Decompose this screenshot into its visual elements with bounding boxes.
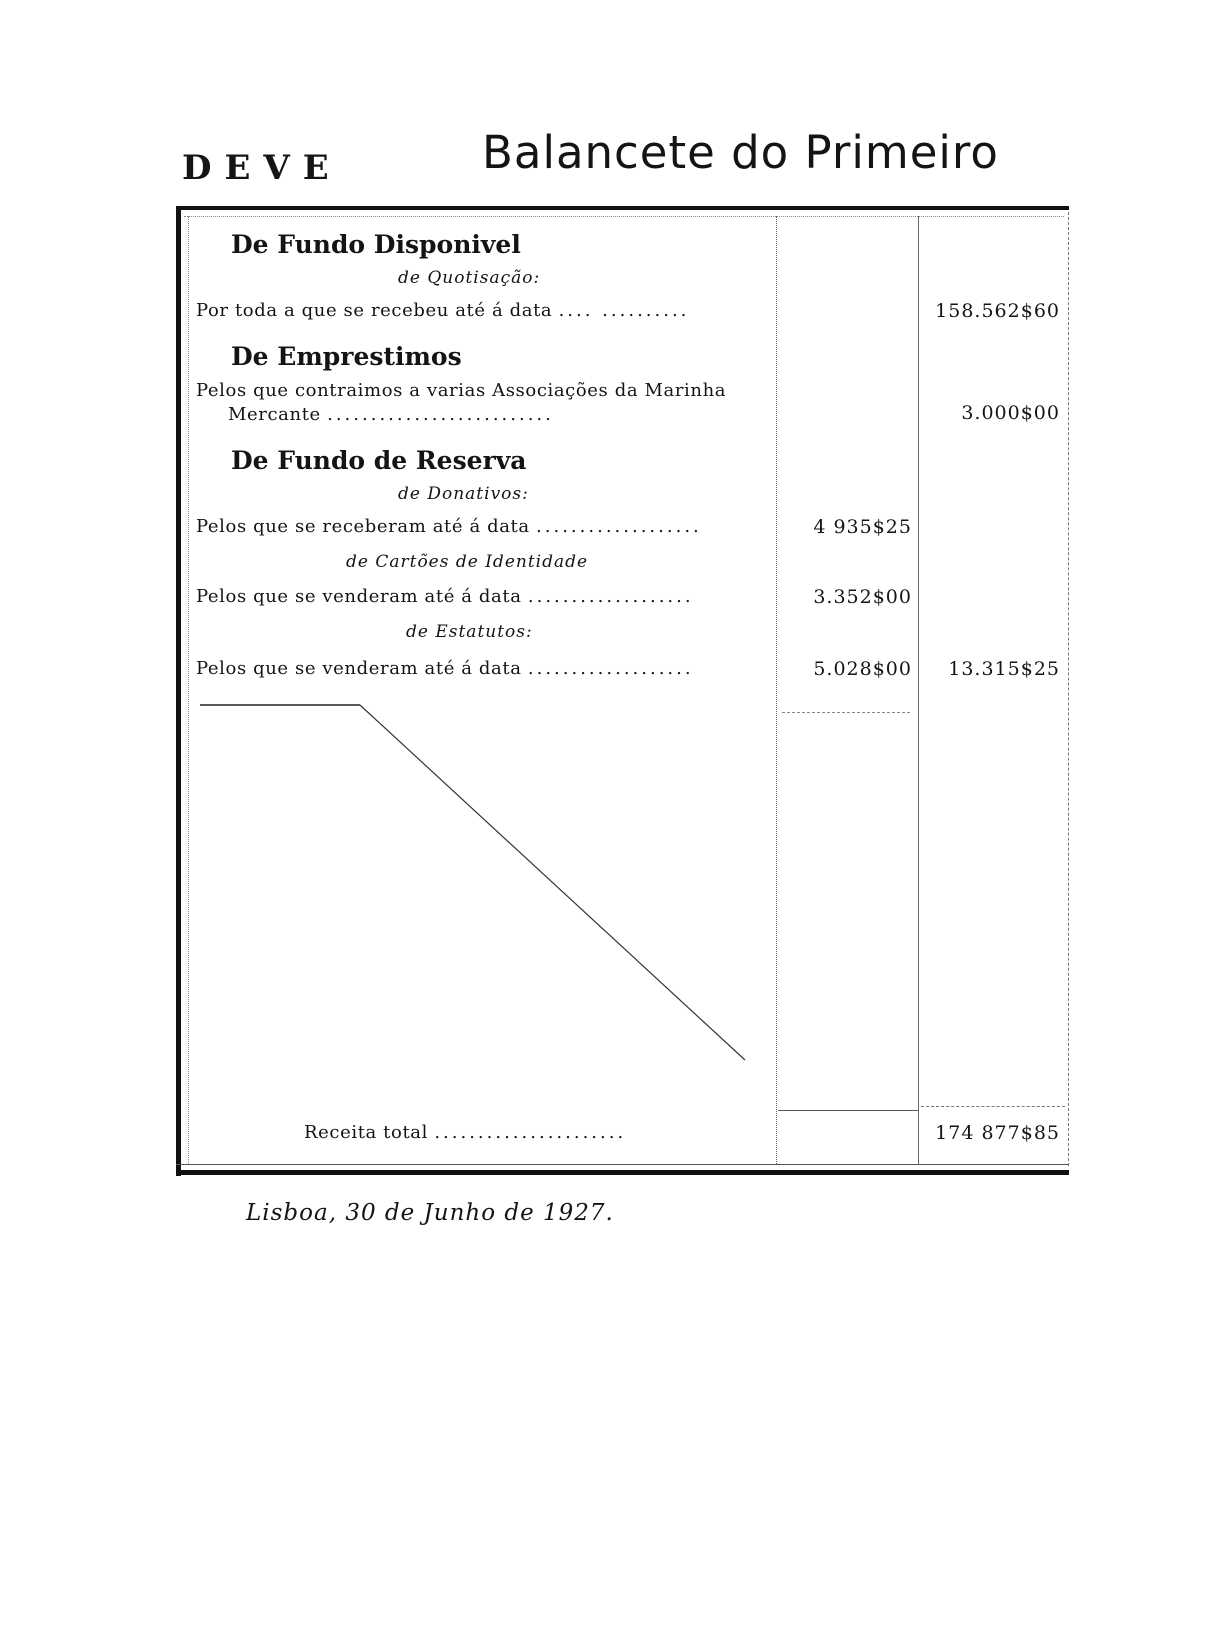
row-donativos <box>196 516 702 537</box>
row-emprestimos-text: Mercante <box>228 404 321 425</box>
column-divider-subamounts <box>776 216 778 1164</box>
frame-bottom-rule <box>176 1170 1069 1175</box>
frame-left-rule <box>176 206 181 1176</box>
frame-top-thin-rule <box>184 216 1064 218</box>
section-title-fundo-disponivel: De Fundo Disponivel <box>231 230 521 259</box>
cancel-line <box>200 700 760 1070</box>
section-title-emprestimos: De Emprestimos <box>231 342 462 371</box>
row-estatutos-dots: ................... <box>527 658 694 679</box>
total-fundo-disponivel: 158.562$60 <box>935 300 1060 322</box>
row-emprestimos-line1: Pelos que contraimos a varias Associações da Marinha <box>196 380 727 401</box>
total-fundo-reserva: 13.315$25 <box>948 658 1060 680</box>
row-cartoes-text: Pelos que se venderam até á data <box>196 586 522 607</box>
row-donativos-dots: ................... <box>536 516 702 537</box>
row-quotisacao <box>196 300 689 321</box>
row-quotisacao-text: Por toda a que se recebeu até á data <box>196 300 553 321</box>
section-title-fundo-reserva: De Fundo de Reserva <box>231 446 527 475</box>
subtitle-estatutos: de Estatutos: <box>406 622 533 642</box>
receita-total-dots: ...................... <box>434 1122 627 1143</box>
row-cartoes-dots: ................... <box>527 586 694 607</box>
footer-place-date: Lisboa, 30 de Junho de 1927. <box>246 1200 614 1226</box>
subtitle-cartoes-identidade: de Cartões de Identidade <box>346 552 589 572</box>
frame-right-rule <box>1068 212 1070 1166</box>
subtitle-donativos: de Donativos: <box>398 484 529 504</box>
row-receita-total <box>304 1122 626 1143</box>
frame-top-rule <box>176 206 1069 210</box>
amount-donativos: 4 935$25 <box>813 516 912 538</box>
page-title: Balancete do Primeiro <box>482 126 999 179</box>
amount-cartoes: 3.352$00 <box>813 586 912 608</box>
row-quotisacao-dots: .... .......... <box>558 300 690 321</box>
row-cartoes <box>196 586 694 607</box>
row-estatutos-text: Pelos que se venderam até á data <box>196 658 522 679</box>
frame-bottom-thin-rule <box>176 1164 1069 1165</box>
receita-total-label: Receita total <box>304 1122 428 1143</box>
amount-estatutos: 5.028$00 <box>813 658 912 680</box>
column-divider-totals <box>918 216 920 1164</box>
side-label-deve: DEVE <box>182 148 342 188</box>
row-donativos-text: Pelos que se receberam até á data <box>196 516 530 537</box>
row-estatutos <box>196 658 694 679</box>
row-emprestimos-line2 <box>228 404 554 425</box>
total-rule-left <box>778 1110 918 1111</box>
total-rule-right <box>921 1106 1065 1108</box>
total-emprestimos: 3.000$00 <box>961 402 1060 424</box>
row-emprestimos-dots: .......................... <box>327 404 554 425</box>
frame-inner-left-rule <box>188 216 190 1164</box>
subtitle-quotisacao: de Quotisação: <box>398 268 541 288</box>
subtotal-rule <box>782 712 910 714</box>
total-receita: 174 877$85 <box>935 1122 1060 1144</box>
